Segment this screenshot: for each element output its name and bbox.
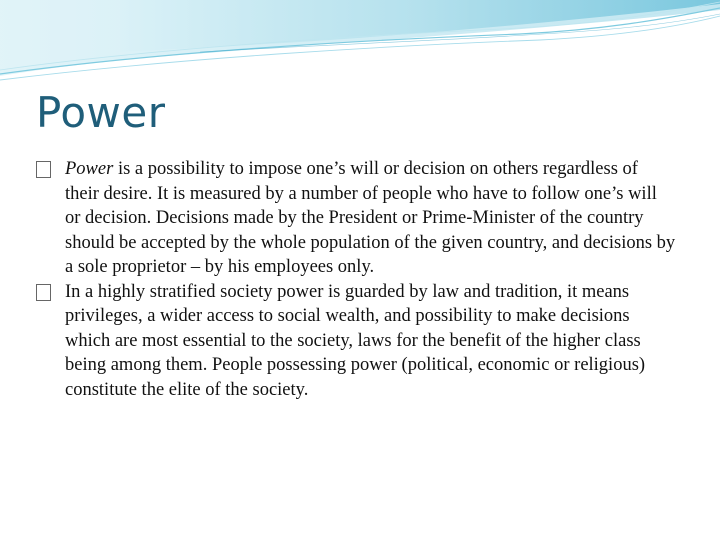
slide-body (36, 157, 676, 402)
bullet-lead-term: Power (65, 159, 114, 179)
header-wave-decoration (0, 0, 720, 90)
bullet-text (65, 157, 676, 280)
slide-title: Power (36, 88, 166, 137)
bullet-body: is a possibility to impose one’s will or decision on others regardless of their desire. It is measured by a number of people who have to follow one’s will or decision. Decisions made by the President or Prime-Minister of the country should be accepted by the whole population of the given country, and decisions by a sole proprietor – by his employees only. (65, 159, 676, 277)
bullet-box-icon (36, 284, 51, 301)
bullet-box-icon (36, 161, 51, 178)
bullet-item (36, 157, 676, 280)
bullet-item (36, 280, 676, 403)
bullet-body: In a highly stratified society power is guarded by law and tradition, it means privileges, a wider access to social wealth, and possibility to make decisions which are most essential to the society, laws for the benefit of the higher class being among them. People possessing power (political, economic or religious) constitute the elite of the society. (65, 281, 646, 400)
bullet-text (65, 280, 676, 403)
